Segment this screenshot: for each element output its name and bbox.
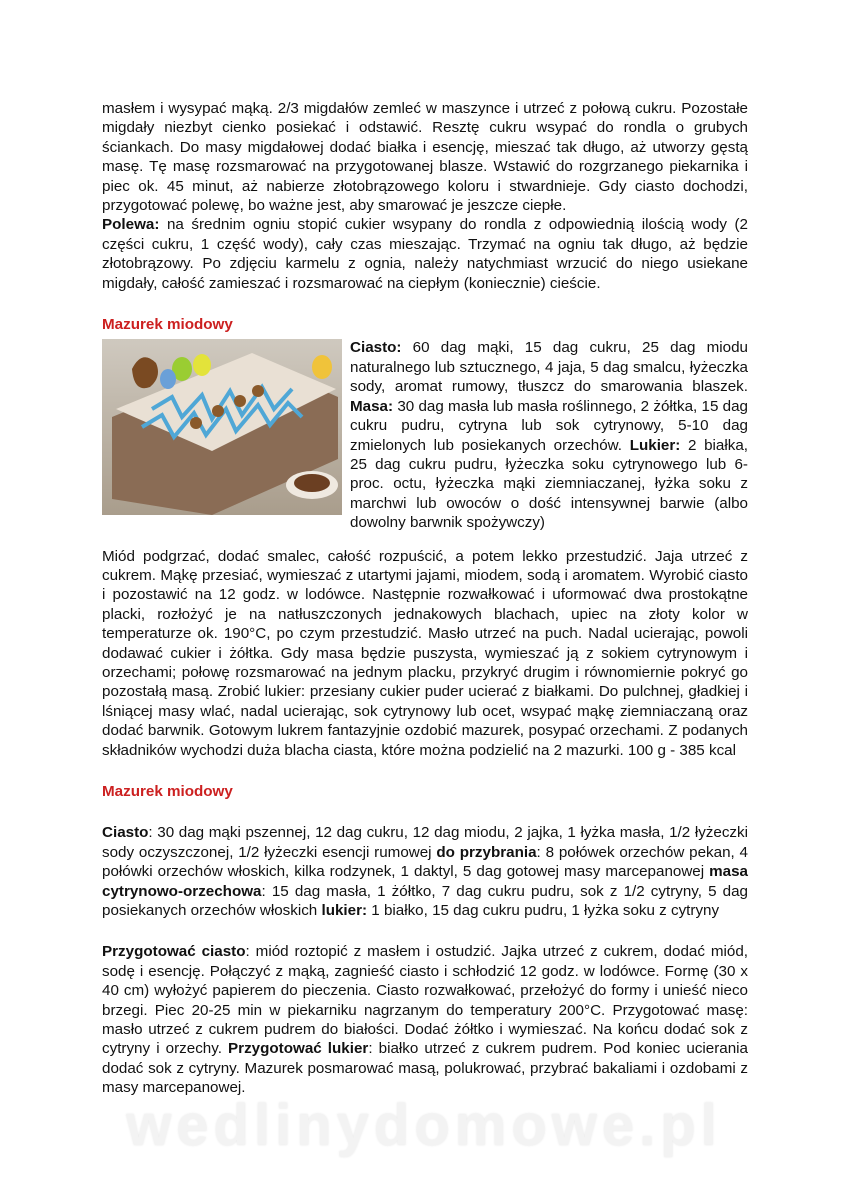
recipe-ingredients: Ciasto: 30 dag mąki pszennej, 12 dag cukru, 12 dag miodu, 2 jajka, 1 łyżka masła, 1/2 łyżeczki sody oczyszczonej, 1/2 łyżeczki esencji rumowej do przybrania: 8 połówek orzechów pekan, 4 połówki orzechów włoskich, kilka rodzynek, 1 daktyl, 5 dag gotowej masy marcepanowej masa cytrynowo-orzechowa: 15 dag masła, 1 żółtko, 7 dag cukru pudru, sok z 1/2 cytryny, 5 dag posiekanych orzechów włoskich lukier: 1 białko, 15 dag cukru pudru, 1 łyżka soku z cytryny xyxy=(102,824,748,920)
section-title: Mazurek miodowy xyxy=(102,783,233,800)
recipe-method: Przygotować ciasto: miód roztopić z masłem i ostudzić. Jajka utrzeć z cukrem, dodać miód, sodę i esencję. Połączyć z mąką, zagnieść ciasto i schłodzić 12 godz. w lodówce. Formę (30 x 40 cm) wyłożyć papierem do pieczenia. Ciasto rozwałkować, przełożyć do formy i unieść nieco brzegi. Piec 20-25 min w piekarniku nagrzanym do temperatury 200°C. Przygotować masę: masło utrzeć z cukrem pudrem do białości. Dodać żółtko i wymieszać. Na końcu dodać sok z cytryny i orzechy. Przygotować lukier: białko utrzeć z cukrem pudrem. Pod koniec ucierania dodać sok z cytryny. Mazurek posmarować masą, polukrować, przybrać bakaliami i ozdobami z masy marcepanowej. xyxy=(102,943,749,1097)
recipe-method: Miód podgrzać, dodać smalec, całość rozpuścić, a potem lekko przestudzić. Jaja utrzeć z cukrem. Mąkę przesiać, wymieszać z utartymi jajami, miodem, sodą i aromatem. Wyrobić ciasto i pozostawić na 12 godz. w lodówce. Następnie rozwałkować i uformować dwa prostokątne placki, rozłożyć je na natłuszczonych jednakowych blachach, upiec na złoty kolor w temperaturze ok. 190°C, po czym przestudzić. Masło utrzeć na puch. Nadal ucierając, powoli dodawać cukier i żółtka. Gdy masa będzie puszysta, wymieszać ją z sokiem cytrynowym i orzechami; połowę rozsmarować na jednym placku, przykryć drugim i równomiernie pokryć go pozostałą masą. Zrobić lukier: przesiany cukier puder ucierać z białkami. Do pulchnej, gładkiej i lśniącej masy wlać, nadal ucierając, sok cytrynowy lub ocet, wsypać mąkę ziemniaczaną oraz dodać barwnik. Gotowym lukrem fantazyjnie ozdobić mazurek, posypać orzechami. Z podanych składników wychodzi duża blacha ciasta, które można podzielić na 2 mazurki. 100 g - 385 kcal xyxy=(102,547,748,759)
watermark: wedlinydomowe.pl xyxy=(126,1093,722,1158)
intro-paragraph: masłem i wysypać mąką. 2/3 migdałów zemleć w maszynce i utrzeć z połową cukru. Pozostałe migdały niezbyt cienko posiekać i odstawić. Resztę cukru wsypać do rondla o grubych ściankach. Do masy migdałowej dodać białka i esencję, mieszać tak długo, aż utworzy gęstą masę. Tę masę rozsmarować na przygotowanej blasze. Wstawić do rozgrzanego piekarnika i piec ok. 45 minut, aż nabierze złotobrązowego koloru i stwardnieje. Gdy ciasto dochodzi, przygotować polewę, bo ważne jest, aby smarować je jeszcze ciepłe. Polewa: na średnim ogniu stopić cukier wsypany do rondla z odpowiednią ilością wody (2 części cukru, 1 część wody), cały czas mieszając. Trzymać na ogniu tak długo, aż będzie złotobrązowy. Po zdjęciu karmelu z ognia, należy natychmiast wrzucić do niego usiekane migdały, całość zamieszać i rozsmarować na ciepłym (koniecznie) cieście. xyxy=(102,100,748,292)
document-body xyxy=(102,99,748,1098)
section-title: Mazurek miodowy xyxy=(102,316,233,334)
recipe-block xyxy=(102,338,748,532)
cake-photo xyxy=(102,339,342,515)
recipe-ingredients: Ciasto: 60 dag mąki, 15 dag cukru, 25 dag miodu naturalnego lub sztucznego, 4 jaja, 5 dag smalcu, łyżeczka sody, aromat rumowy, tłuszcz do smarowania blaszek. Masa: 30 dag masła lub masła roślinnego, 2 żółtka, 15 dag cukru pudru, cytryna lub sok cytrynowy, 5-10 dag zmielonych lub posiekanych orzechów. Lukier: 2 białka, 25 dag cukru pudru, łyżeczka soku cytrynowego lub 6-proc. octu, łyżeczka mąki ziemniaczanej, łyżka soku z marchwi lub owoców o dość intensywnej barwie (albo dowolny barwnik spożywczy) xyxy=(350,339,748,532)
